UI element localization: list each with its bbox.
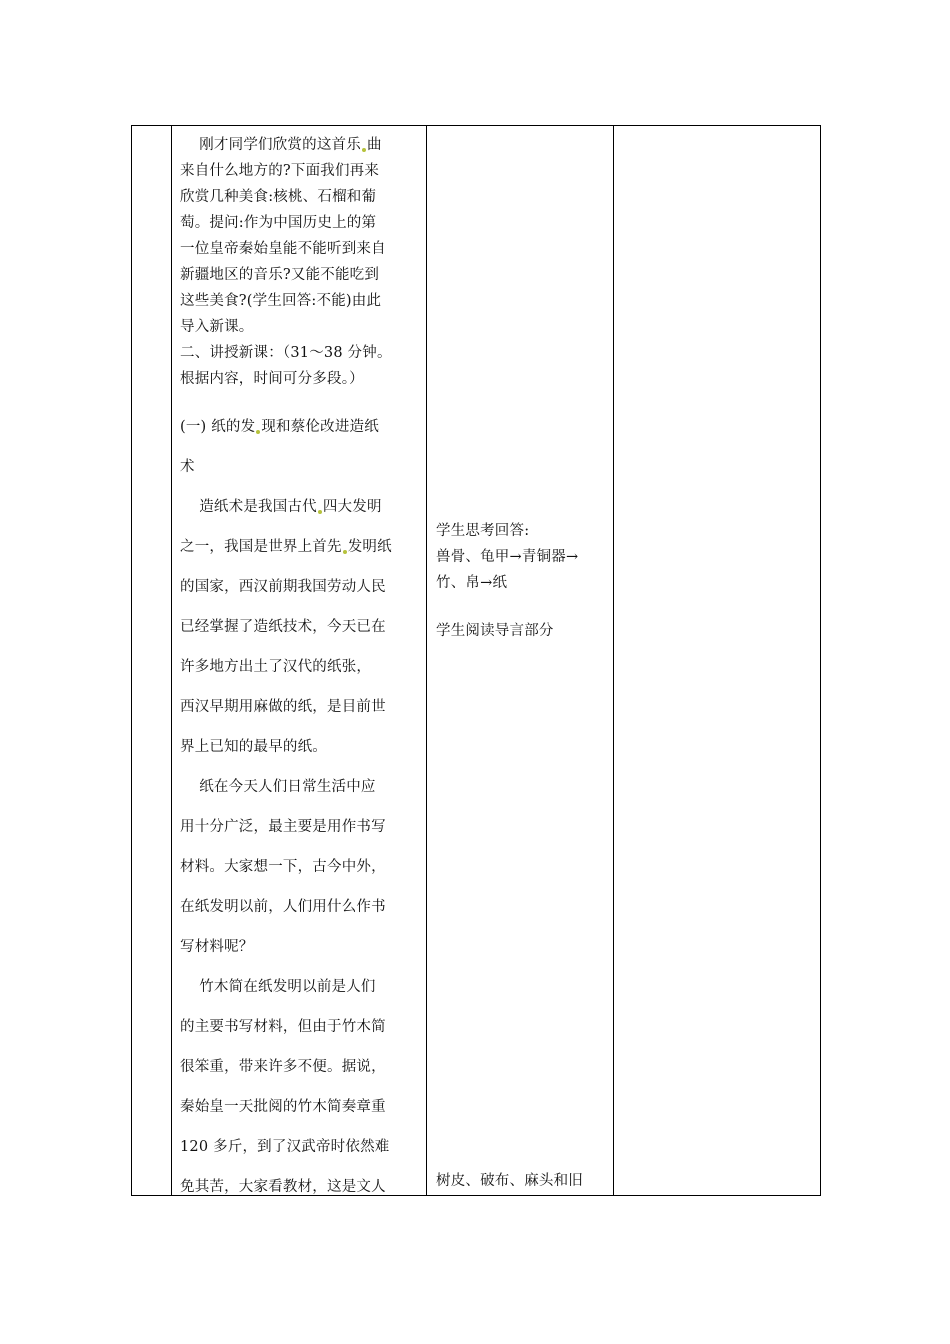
- teacher-text-line: [180, 367, 364, 388]
- teacher-text-line: [180, 185, 376, 206]
- teacher-text-line: [180, 975, 376, 996]
- teacher-text-line: [180, 315, 254, 336]
- text-segment: 竹、帛→纸: [436, 575, 508, 591]
- teacher-text-line: [180, 695, 386, 716]
- student-text-line: [436, 571, 507, 592]
- text-segment: 萄。提问:作为中国历史上的第: [180, 215, 377, 231]
- text-segment: 界上已知的最早的纸。: [180, 739, 327, 755]
- text-segment: 这些美食?(学生回答:不能)由此: [180, 293, 382, 309]
- column-divider: [426, 126, 427, 1195]
- text-segment: 四大发明: [322, 499, 382, 515]
- teacher-text-line: [180, 535, 392, 556]
- text-segment: 之一，我国是世界上首先: [180, 539, 342, 555]
- teacher-text-line: [180, 775, 376, 796]
- text-segment: 刚才同学们欣赏的这首乐: [180, 137, 361, 153]
- teacher-text-line: [180, 211, 376, 232]
- text-segment: 120 多斤，到了汉武帝时依然难: [180, 1139, 390, 1155]
- text-segment: 西汉早期用麻做的纸，是目前世: [180, 699, 386, 715]
- teacher-text-line: [180, 735, 327, 756]
- text-segment: 来自什么地方的?下面我们再来: [180, 163, 380, 179]
- text-segment: 一位皇帝秦始皇能不能听到来自: [180, 241, 386, 257]
- annotation-dot-icon: [362, 148, 366, 152]
- text-segment: 造纸术是我国古代: [180, 499, 317, 515]
- teacher-text-line: [180, 895, 386, 916]
- text-segment: 发明纸: [347, 539, 392, 555]
- teacher-text-line: [180, 1055, 386, 1076]
- teacher-text-line: [180, 341, 392, 362]
- teacher-text-line: [180, 655, 371, 676]
- teacher-text-line: [180, 1095, 386, 1116]
- teacher-text-line: [180, 455, 195, 476]
- student-text-line: [436, 619, 554, 640]
- text-segment: 写材料呢？: [180, 939, 254, 955]
- column-divider: [613, 126, 614, 1195]
- teacher-text-line: [180, 415, 379, 436]
- teacher-text-line: [180, 495, 382, 516]
- text-segment: 根据内容，时间可分多段。）: [180, 371, 364, 387]
- text-segment: 用十分广泛，最主要是用作书写: [180, 819, 386, 835]
- text-segment: 新疆地区的音乐?又能不能吃到: [180, 267, 380, 283]
- teacher-text-line: [180, 159, 379, 180]
- annotation-dot-icon: [318, 510, 322, 514]
- teacher-text-line: [180, 575, 386, 596]
- text-segment: 曲: [366, 137, 382, 153]
- teacher-text-line: [180, 1135, 389, 1156]
- text-segment: 的主要书写材料，但由于竹木简: [180, 1019, 386, 1035]
- text-segment: 现和蔡伦改进造纸: [261, 419, 379, 435]
- teacher-text-line: [180, 263, 379, 284]
- teacher-text-line: [180, 815, 386, 836]
- text-segment: 已经掌握了造纸技术，今天已在: [180, 619, 386, 635]
- student-text-line: [436, 545, 578, 566]
- text-segment: 导入新课。: [180, 319, 254, 335]
- text-segment: 许多地方出土了汉代的纸张，: [180, 659, 372, 675]
- teacher-text-line: [180, 289, 381, 310]
- teacher-text-line: [180, 615, 386, 636]
- annotation-dot-icon: [343, 550, 347, 554]
- teacher-text-line: [180, 1175, 386, 1196]
- student-text-line: [436, 1169, 583, 1190]
- text-segment: (一) 纸的发: [180, 419, 256, 435]
- text-segment: 兽骨、龟甲→青铜器→: [436, 549, 579, 565]
- teacher-text-line: [180, 1015, 386, 1036]
- text-segment: 树皮、破布、麻头和旧: [436, 1173, 583, 1189]
- text-segment: 竹木简在纸发明以前是人们: [180, 979, 376, 995]
- annotation-dot-icon: [256, 430, 260, 434]
- teacher-text-line: [180, 237, 386, 258]
- text-segment: 二、讲授新课：（31～38 分钟。: [180, 345, 392, 361]
- text-segment: 学生思考回答:: [436, 523, 530, 539]
- teacher-text-line: [180, 855, 386, 876]
- text-segment: 秦始皇一天批阅的竹木简奏章重: [180, 1099, 386, 1115]
- text-segment: 的国家，西汉前期我国劳动人民: [180, 579, 386, 595]
- text-segment: 很笨重，带来许多不便。据说，: [180, 1059, 386, 1075]
- student-text-line: [436, 519, 529, 540]
- lesson-plan-table: [131, 125, 821, 1196]
- text-segment: 学生阅读导言部分: [436, 623, 554, 639]
- text-segment: 材料。大家想一下，古今中外，: [180, 859, 386, 875]
- text-segment: 免其苦，大家看教材，这是文人: [180, 1179, 386, 1195]
- text-segment: 在纸发明以前，人们用什么作书: [180, 899, 386, 915]
- column-divider: [171, 126, 172, 1195]
- teacher-text-line: [180, 133, 382, 154]
- text-segment: 欣赏几种美食:核桃、石榴和葡: [180, 189, 377, 205]
- teacher-text-line: [180, 935, 254, 956]
- text-segment: 术: [180, 459, 195, 475]
- text-segment: 纸在今天人们日常生活中应: [180, 779, 376, 795]
